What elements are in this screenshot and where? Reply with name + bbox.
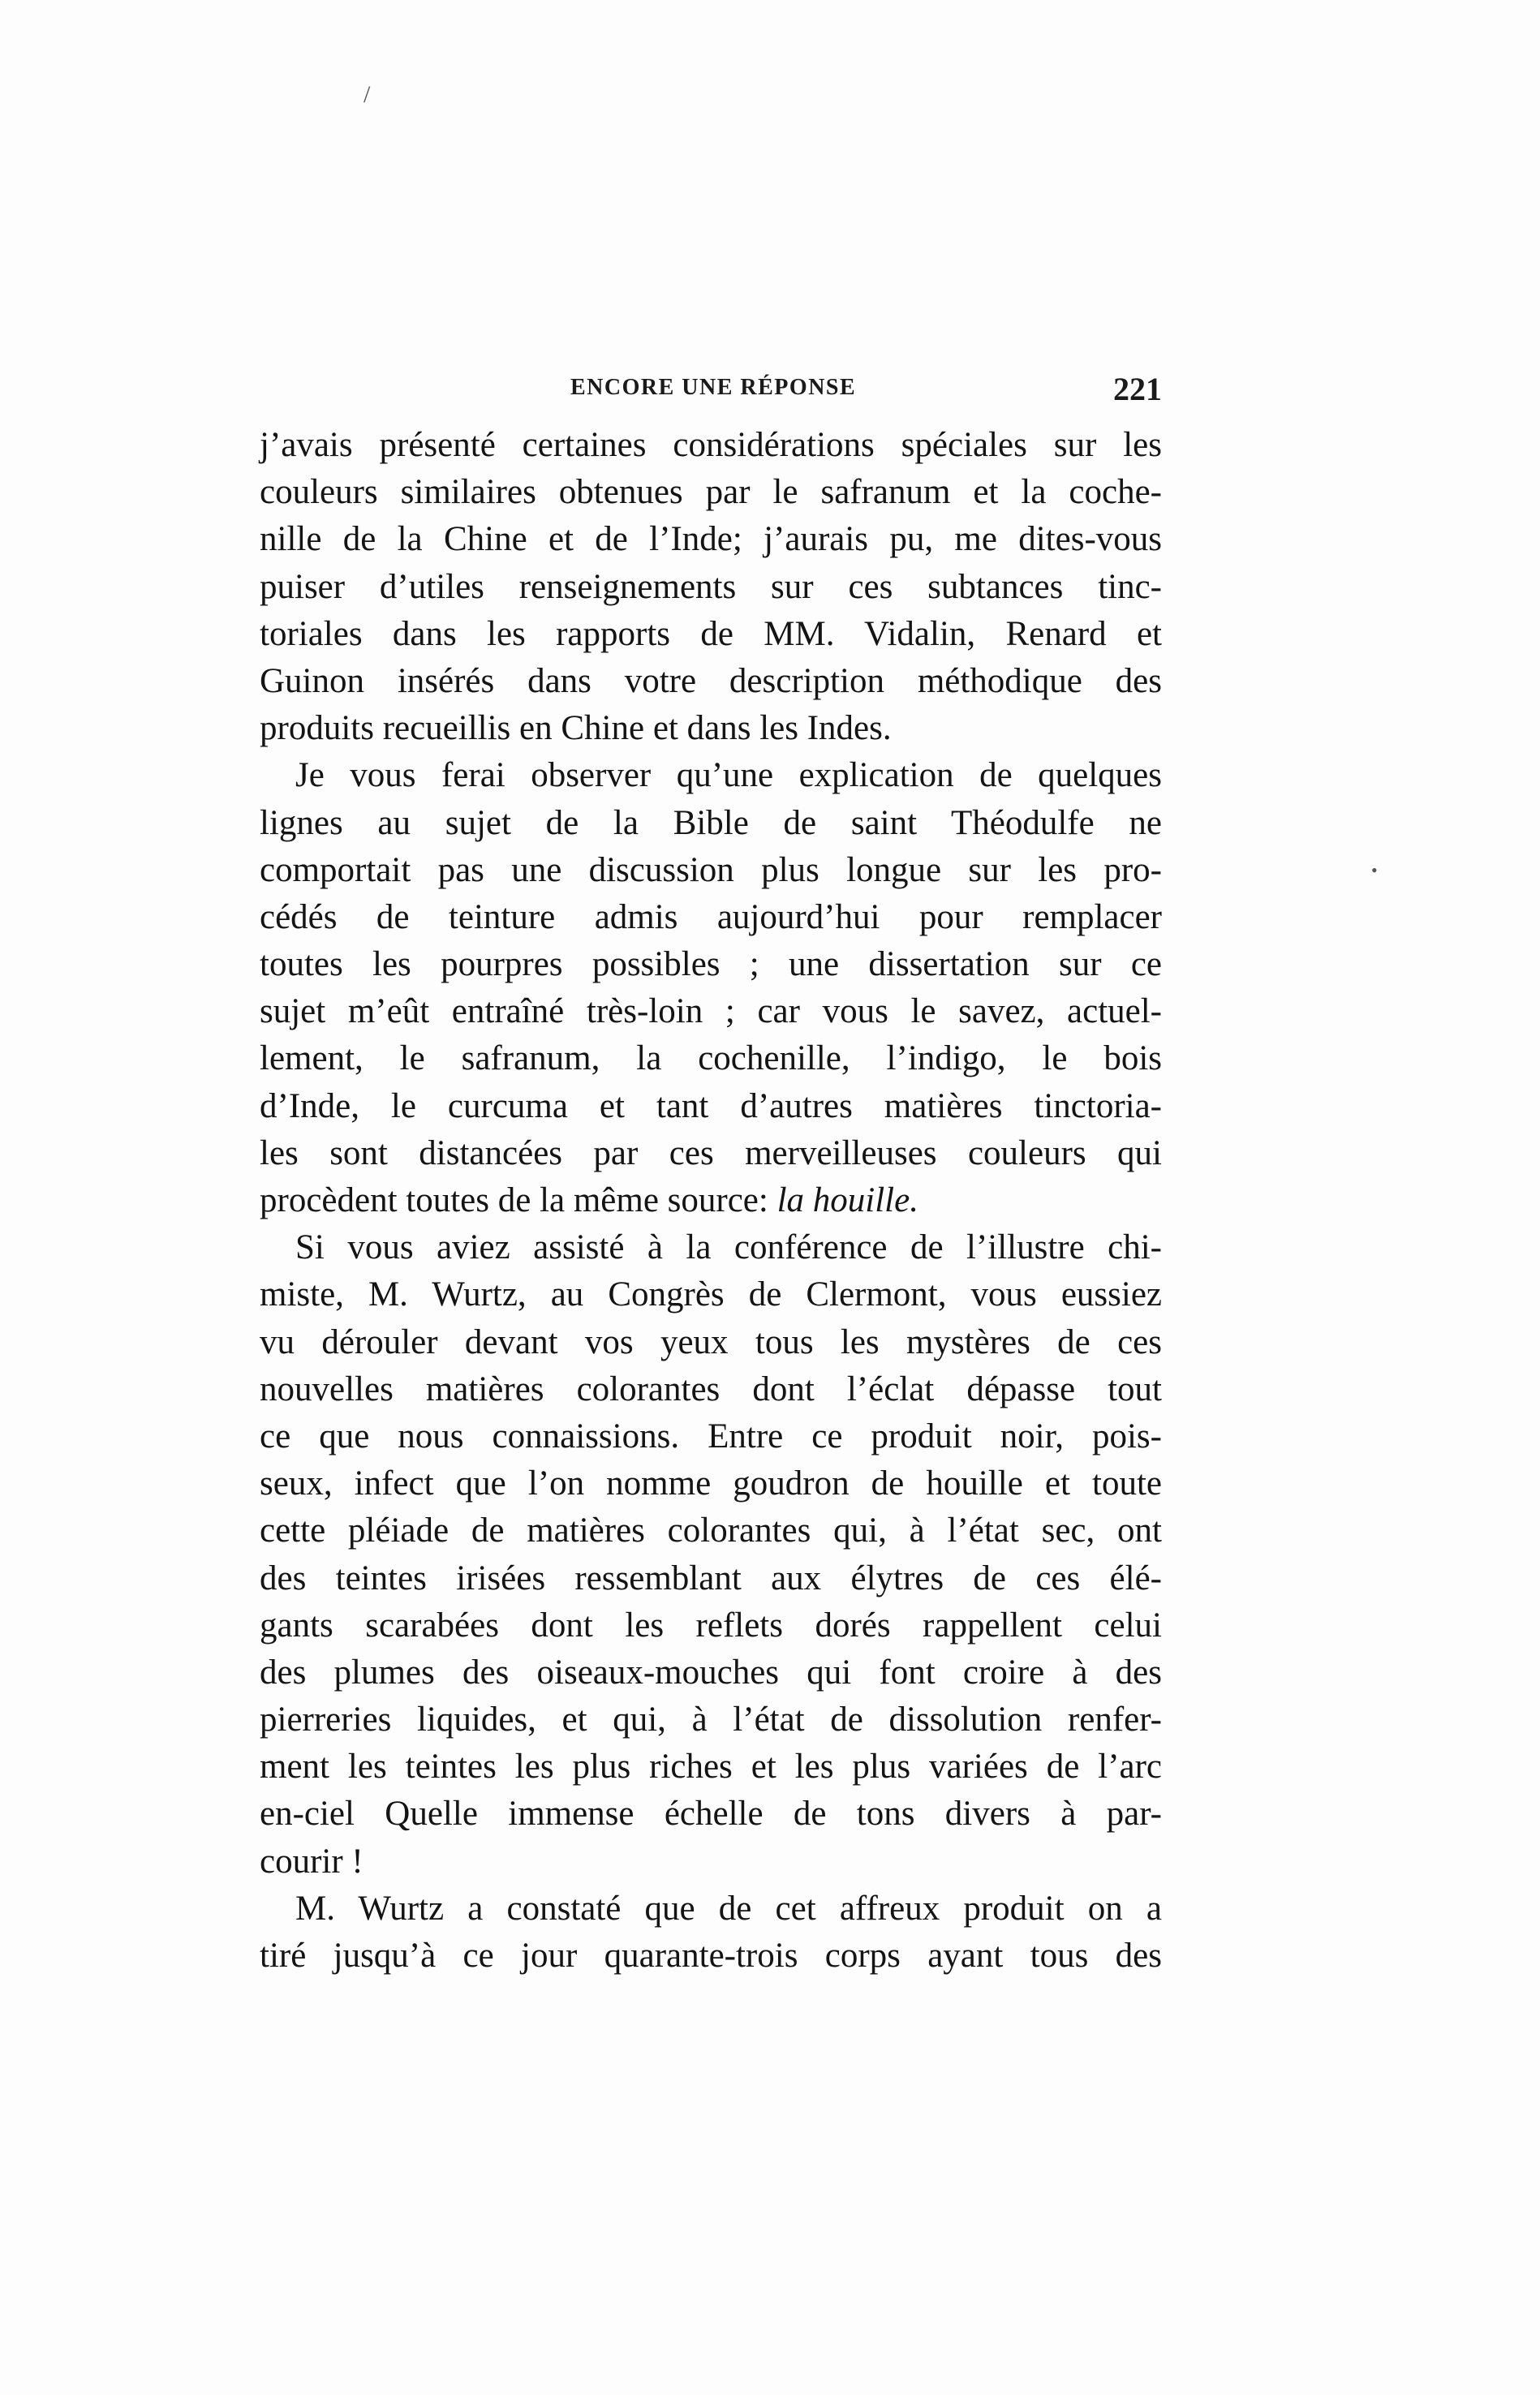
- text-line: nille de la Chine et de l’Inde; j’aurais pu, me dites-vous: [260, 520, 1162, 559]
- text-line: en-ciel Quelle immense échelle de tons divers à par-: [260, 1795, 1162, 1834]
- paragraph-4: [260, 1885, 1162, 1980]
- text-line: Guinon insérés dans votre description méthodique des: [260, 661, 1162, 700]
- text-line: nouvelles matières colorantes dont l’éclat dépasse tout: [260, 1369, 1162, 1408]
- text-line: gants scarabées dont les reflets dorés rappellent celui: [260, 1606, 1162, 1645]
- text-line: des teintes irisées ressemblant aux élytres de ces élé-: [260, 1559, 1162, 1597]
- body-text: [260, 422, 1162, 1980]
- text-line: toriales dans les rapports de MM. Vidalin, Renard et: [260, 614, 1162, 653]
- text-line: comportait pas une discussion plus longue sur les pro-: [260, 850, 1162, 889]
- text-line: cédés de teinture admis aujourd’hui pour remplacer: [260, 897, 1162, 936]
- page-header: [258, 371, 1162, 407]
- text-line: j’avais présenté certaines considérations spéciales sur les: [260, 426, 1162, 464]
- text-line: [260, 1177, 1162, 1224]
- scan-mark: /: [363, 81, 371, 108]
- text-line: lignes au sujet de la Bible de saint Théodulfe ne: [260, 803, 1162, 842]
- text-line: des plumes des oiseaux-mouches qui font croire à des: [260, 1653, 1162, 1692]
- italic-text: la houille.: [776, 1181, 918, 1219]
- text-line: d’Inde, le curcuma et tant d’autres matières tinctoria-: [260, 1086, 1162, 1125]
- text-line: sujet m’eût entraîné très-loin ; car vous le savez, actuel-: [260, 992, 1162, 1031]
- text-line: puiser d’utiles renseignements sur ces subtances tinc-: [260, 567, 1162, 606]
- text-line: lement, le safranum, la cochenille, l’indigo, le bois: [260, 1039, 1162, 1078]
- text-line: ce que nous connaissions. Entre ce produit noir, pois-: [260, 1417, 1162, 1455]
- text-line: vu dérouler devant vos yeux tous les mystères de ces: [260, 1322, 1162, 1361]
- text-line: Je vous ferai observer qu’une explication de quelques: [295, 756, 1162, 795]
- paragraph-3: [260, 1224, 1162, 1885]
- text-run: procèdent toutes de la même source:: [260, 1181, 777, 1219]
- text-line: pierreries liquides, et qui, à l’état de dissolution renfer-: [260, 1701, 1162, 1739]
- scan-mark: •: [1371, 860, 1378, 880]
- page-number: 221: [1113, 371, 1162, 407]
- text-line: miste, M. Wurtz, au Congrès de Clermont, vous eussiez: [260, 1275, 1162, 1314]
- text-line: cette pléiade de matières colorantes qui, à l’état sec, ont: [260, 1511, 1162, 1550]
- text-line: courir !: [260, 1842, 363, 1881]
- text-line: toutes les pourpres possibles ; une dissertation sur ce: [260, 945, 1162, 984]
- text-line: les sont distancées par ces merveilleuses couleurs qui: [260, 1133, 1162, 1172]
- text-line: produits recueillis en Chine et dans les Indes.: [260, 709, 892, 748]
- text-line: seux, infect que l’on nomme goudron de houille et toute: [260, 1464, 1162, 1503]
- text-line: M. Wurtz a constaté que de cet affreux produit on a: [295, 1889, 1162, 1928]
- text-line: tiré jusqu’à ce jour quarante-trois corps ayant tous des: [260, 1937, 1162, 1975]
- text-line: ment les teintes les plus riches et les plus variées de l’arc: [260, 1748, 1162, 1787]
- paragraph-1: [260, 422, 1162, 752]
- paragraph-2: [260, 752, 1162, 1224]
- text-line: Si vous aviez assisté à la conférence de l’illustre chi-: [295, 1228, 1162, 1267]
- running-title: ENCORE UNE RÉPONSE: [570, 375, 857, 400]
- text-line: couleurs similaires obtenues par le safranum et la coche-: [260, 473, 1162, 512]
